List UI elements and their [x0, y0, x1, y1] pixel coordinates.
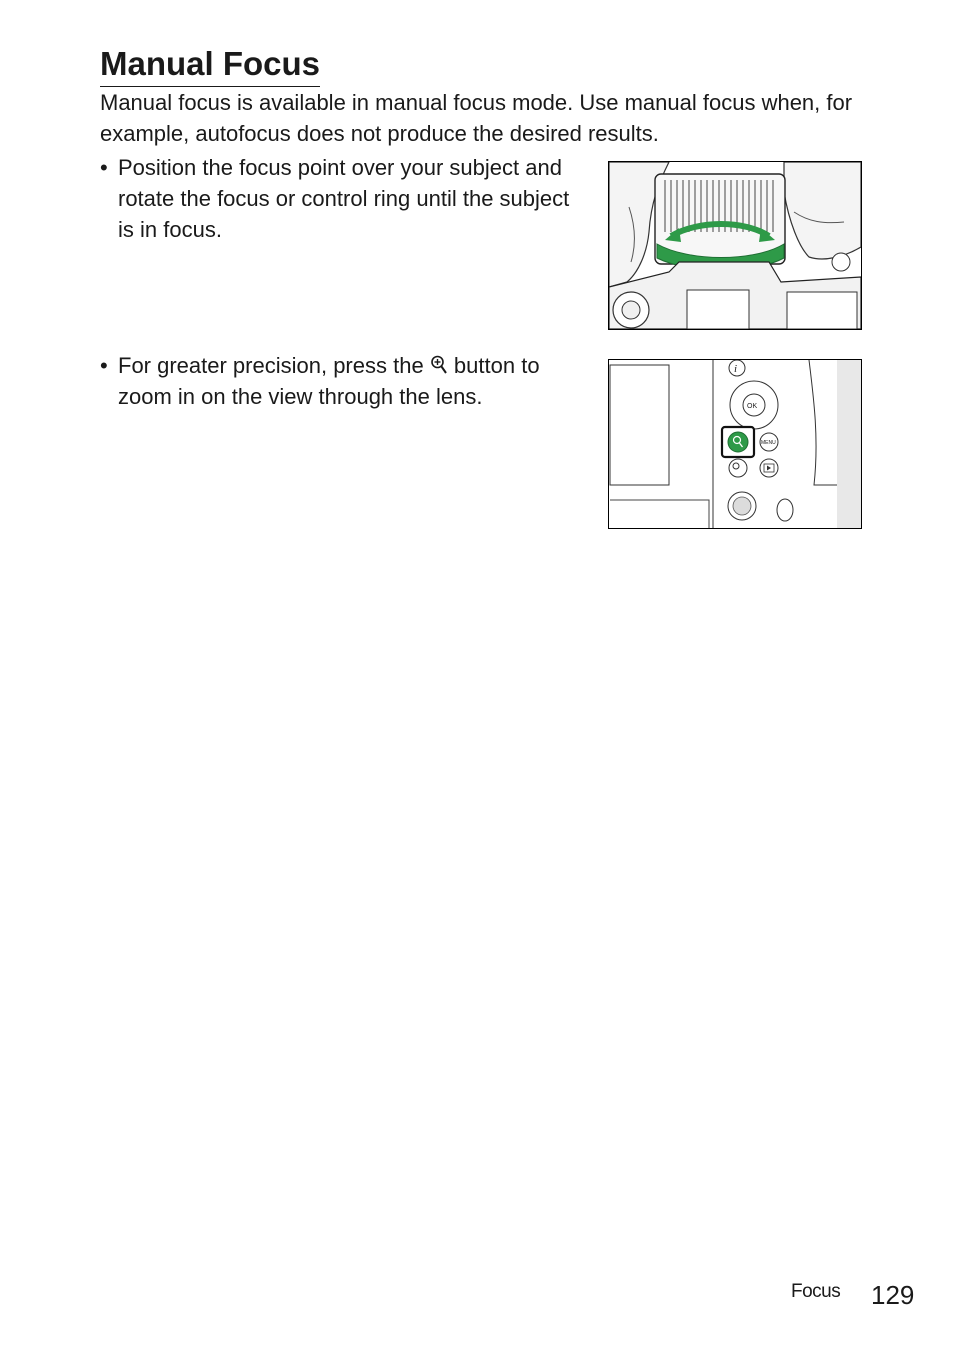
lens-ring-illustration: [609, 162, 861, 329]
bullet-marker: •: [100, 155, 108, 180]
menu-button-label: MENU: [761, 440, 776, 446]
page-title: Manual Focus: [100, 42, 320, 87]
bullet-item-focus-ring: [100, 152, 590, 245]
bullet-text-after: button to zoom in on the view through the lens.: [118, 353, 540, 409]
bullet-item-zoom: [100, 350, 590, 412]
page-number: 129: [871, 1280, 915, 1310]
bullet-text: Position the focus point over your subject and rotate the focus or control ring until the subject is in focus.: [118, 155, 570, 242]
camera-back-zoom-button-illustration: [608, 359, 862, 529]
bullet-text: [100, 350, 590, 412]
zoom-in-icon: [430, 354, 448, 376]
lens-focus-ring-illustration: [608, 161, 862, 330]
ok-button-label: OK: [747, 403, 758, 410]
bullet-marker: •: [100, 353, 108, 378]
bullet-text-before: For greater precision, press the: [118, 353, 430, 378]
info-button-label: i: [734, 363, 738, 375]
footer-section-label: Focus: [791, 1281, 841, 1302]
intro-paragraph: Manual focus is available in manual focus mode. Use manual focus when, for example, autofocus does not produce the desired results.: [100, 90, 853, 146]
camera-back-illustration: [609, 360, 861, 528]
